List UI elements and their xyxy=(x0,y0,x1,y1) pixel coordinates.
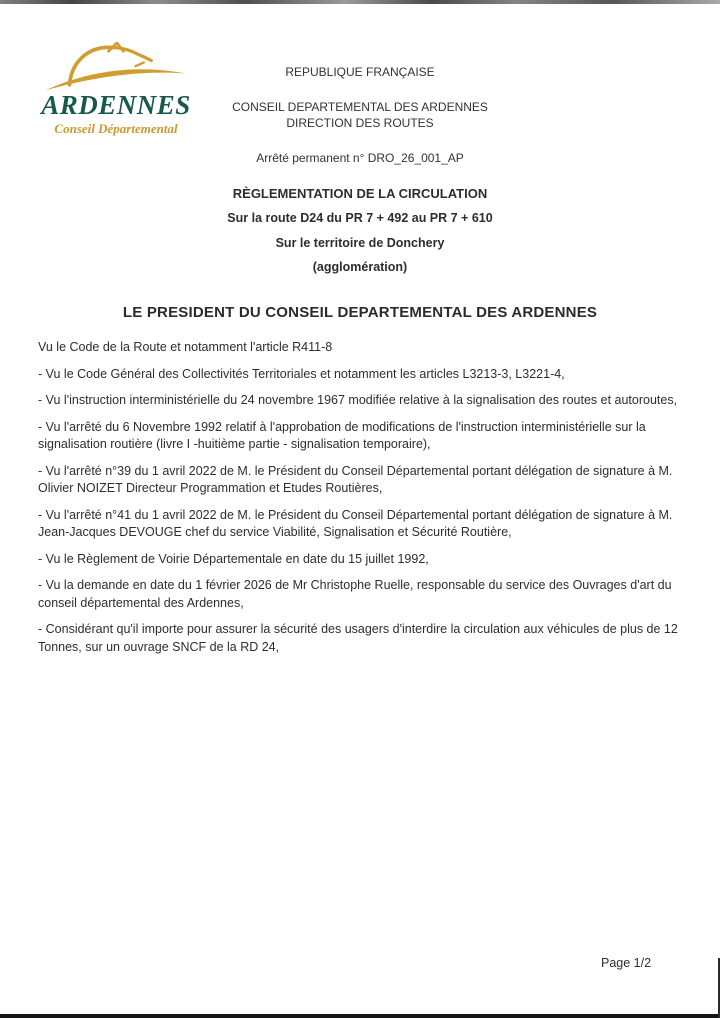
title-territory: Sur le territoire de Donchery xyxy=(275,236,445,250)
title-agglomeration: (agglomération) xyxy=(312,260,408,274)
paragraph-vu-cgct: - Vu le Code Général des Collectivités Territoriales et notamment les articles L3213-3, L3221-4, xyxy=(38,366,565,381)
org-direction-line: DIRECTION DES ROUTES xyxy=(286,116,434,130)
paragraph-vu-instruction-1967: - Vu l'instruction interministérielle du 24 novembre 1967 modifiée relative à la signalisation des routes et autoroutes, xyxy=(38,393,678,407)
paragraph-vu-reglement-voirie: - Vu le Règlement de Voirie Départementale en date du 15 juillet 1992, xyxy=(38,551,429,566)
scan-artifact-bottom-edge xyxy=(0,1014,720,1018)
scan-artifact-top-edge xyxy=(0,0,720,4)
org-name-line: CONSEIL DEPARTEMENTAL DES ARDENNES xyxy=(232,100,488,114)
title-route: Sur la route D24 du PR 7 + 492 au PR 7 + 610 xyxy=(227,211,493,225)
page-number: Page 1/2 xyxy=(601,956,652,970)
paragraph-considerant: - Considérant qu'il importe pour assurer la sécurité des usagers d'interdire la circulation aux véhicules de plus de 12 Tonnes, sur un ouvrage SNCF de la RD 24, xyxy=(38,622,678,654)
paragraph-vu-arrete-41: - Vu l'arrêté n°41 du 1 avril 2022 de M. le Président du Conseil Départemental portant délégation de signature à M. Jean-Jacques DEVOUGE chef du service Viabilité, Signalisation et Sécurité Routière, xyxy=(38,507,673,539)
decree-reference: Arrêté permanent n° DRO_26_001_AP xyxy=(256,151,464,165)
decree-body xyxy=(38,339,688,665)
president-heading: LE PRESIDENT DU CONSEIL DEPARTEMENTAL DES ARDENNES xyxy=(122,304,598,321)
paragraph-vu-arrete-39: - Vu l'arrêté n°39 du 1 avril 2022 de M. le Président du Conseil Départemental portant délégation de signature à M. Olivier NOIZET Directeur Programmation et Etudes Routières, xyxy=(38,463,673,495)
paragraph-vu-demande: - Vu la demande en date du 1 février 2026 de Mr Christophe Ruelle, responsable du service des Ouvrages d'art du conseil départemental des Ardennes, xyxy=(38,578,672,610)
title-regulation: RÈGLEMENTATION DE LA CIRCULATION xyxy=(232,186,488,201)
paragraph-vu-code-route: Vu le Code de la Route et notamment l'article R411-8 xyxy=(38,340,333,354)
paragraph-vu-arrete-1992: - Vu l'arrêté du 6 Novembre 1992 relatif à l'approbation de modifications de l'instruction interministérielle sur la signalisation routière (livre I -huitième partie - signalisation temporaire), xyxy=(38,419,646,451)
logo-name: ARDENNES xyxy=(41,90,191,120)
republic-line: REPUBLIQUE FRANÇAISE xyxy=(285,65,435,79)
logo-subtitle: Conseil Départemental xyxy=(54,121,178,136)
